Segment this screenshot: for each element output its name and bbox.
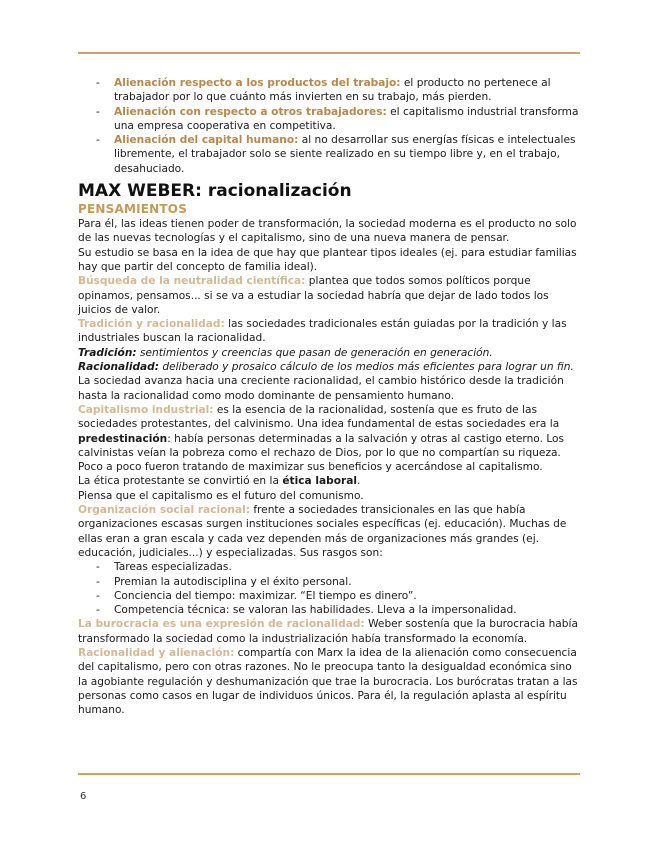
definition-term: Tradición: (78, 346, 137, 359)
list-item: - Competencia técnica: se valoran las habilidades. Lleva a la impersonalidad. (96, 604, 517, 617)
term-label: La burocracia es una expresión de racionalidad: (78, 618, 365, 631)
paragraph (78, 474, 580, 488)
definition-text: deliberado y prosaico cálculo de los medios más eficientes para lograr un fin. (159, 361, 574, 374)
bullet-text: el producto no pertenece al trabajador por lo que cuánto más invierten en su trabajo, más pierden. (114, 77, 551, 104)
list-item: - Tareas especializadas. (96, 561, 232, 574)
page-content (78, 76, 580, 717)
list-item-text: Tareas especializadas. (114, 561, 232, 574)
page-number: 6 (80, 791, 87, 802)
paragraph: Piensa que el capitalismo es el futuro del comunismo. (78, 489, 364, 502)
definition (78, 346, 580, 360)
bullet-text: el capitalismo industrial transforma una empresa cooperativa en competitiva. (114, 105, 579, 132)
paragraph: La sociedad avanza hacia una creciente racionalidad, el cambio histórico desde la tradición hasta la racionalidad como modo dominante de pensamiento humano. (78, 375, 564, 402)
paragraph: Poco a poco fueron tratando de maximizar sus beneficios y acercándose al capitalismo. (78, 461, 543, 474)
term-label: Capitalismo industrial: (78, 403, 214, 416)
bullet-text: al no desarrollar sus energías físicas e intelectuales libremente, el trabajador solo se siente realizado en su tiempo libre y, en el trabajo, desahuciado. (114, 134, 576, 175)
definition (78, 360, 580, 374)
term-text: Weber sostenía que la burocracia había transformado la sociedad como la industrialización había transformado la economía. (78, 618, 578, 645)
section-title: MAX WEBER: racionalización (78, 181, 352, 202)
paragraph (78, 403, 580, 460)
list-item-text: Competencia técnica: se valoran las habilidades. Lleva a la impersonalidad. (114, 604, 517, 617)
term-label: Racionalidad y alienación: (78, 646, 235, 659)
term-text: compartía con Marx la idea de la alienación como consecuencia del capitalismo, pero con otras razones. No le preocupa tanto la desigualdad económica sino la agobiante regulación y deshumanización que trae la burocracia. Los burócratas tratan a las personas como casos en lugar de individuos únicos. Para él, la regulación aplasta al espíritu humano. (78, 646, 578, 717)
bullet-label: Alienación respecto a los productos del trabajo: (114, 77, 401, 89)
header-rule (78, 52, 580, 54)
paragraph (78, 317, 580, 346)
list-item: - Alienación del capital humano: al no desarrollar sus energías físicas e intelectuales libremente, el trabajador solo se siente realizado en su tiempo libre y, en el trabajo, desahuciado. (96, 134, 576, 175)
term-label: Organización social racional: (78, 504, 250, 517)
text: La ética protestante se convirtió en la (78, 475, 283, 488)
term-text: las sociedades tradicionales están guiadas por la tradición y las industriales buscan la racionalidad. (78, 318, 567, 345)
term-text: frente a sociedades transicionales en las que había organizaciones escasas surgen instituciones sociales específicas (ej. educación). Muchas de ellas eran a gran escala y cada vez dependen más de organizaciones más grandes (ej. educación, judiciales...) y especializadas. Sus rasgos son: (78, 504, 567, 559)
term-text: es la esencia de la racionalidad, sostenía que es fruto de las sociedades protestantes, del calvinismo. Una idea fundamental de estas sociedades era la (78, 403, 560, 431)
list-item: - Conciencia del tiempo: maximizar. “El tiempo es dinero”. (96, 589, 417, 602)
bullet-label: Alienación del capital humano: (114, 134, 299, 147)
footer-rule (78, 773, 580, 775)
text: . (356, 475, 361, 488)
alienation-list (78, 76, 580, 176)
bullet-label: Alienación con respecto a otros trabajadores: (114, 105, 387, 118)
paragraph: Para él, las ideas tienen poder de transformación, la sociedad moderna es el producto no solo de las nuevas tecnologías y el capitalismo, sino de una nueva manera de pensar. (78, 218, 577, 245)
term-label: Tradición y racionalidad: (78, 318, 225, 331)
list-item: - Alienación respecto a los productos del trabajo: el producto no pertenece al trabajador por lo que cuánto más invierten en su trabajo, más pierden. (96, 77, 551, 104)
term-label: Búsqueda de la neutralidad científica: (78, 275, 306, 288)
list-item: - Premian la autodisciplina y el éxito personal. (96, 575, 352, 588)
term-text: : había personas determinadas a la salvación y otras al castigo eterno. Los calvinistas veían la pobreza como el rechazo de Dios, por lo que no compartían su riqueza. (78, 432, 565, 459)
paragraph (78, 617, 580, 646)
traits-list (78, 560, 580, 617)
definition-text: sentimientos y creencias que pasan de generación en generación. (136, 346, 493, 359)
paragraph: Su estudio se basa en la idea de que hay que plantear tipos ideales (ej. para estudiar familias hay que partir del concepto de familia ideal). (78, 246, 577, 273)
paragraph (78, 274, 580, 317)
paragraph (78, 503, 580, 560)
list-item: - Alienación con respecto a otros trabajadores: el capitalismo industrial transforma una empresa cooperativa en competitiva. (96, 105, 579, 132)
emphasis: ética laboral (282, 475, 357, 488)
list-item-text: Premian la autodisciplina y el éxito personal. (114, 575, 352, 588)
emphasis: predestinación (78, 432, 168, 445)
paragraph (78, 646, 580, 717)
list-item-text: Conciencia del tiempo: maximizar. “El tiempo es dinero”. (114, 589, 417, 602)
definition-term: Racionalidad: (78, 361, 159, 374)
term-text: plantea que todos somos políticos porque opinamos, pensamos... si se va a estudiar la sociedad habría que dejar de lado todos los juicios de valor. (78, 275, 549, 316)
subsection-title: PENSAMIENTOS (78, 202, 188, 217)
